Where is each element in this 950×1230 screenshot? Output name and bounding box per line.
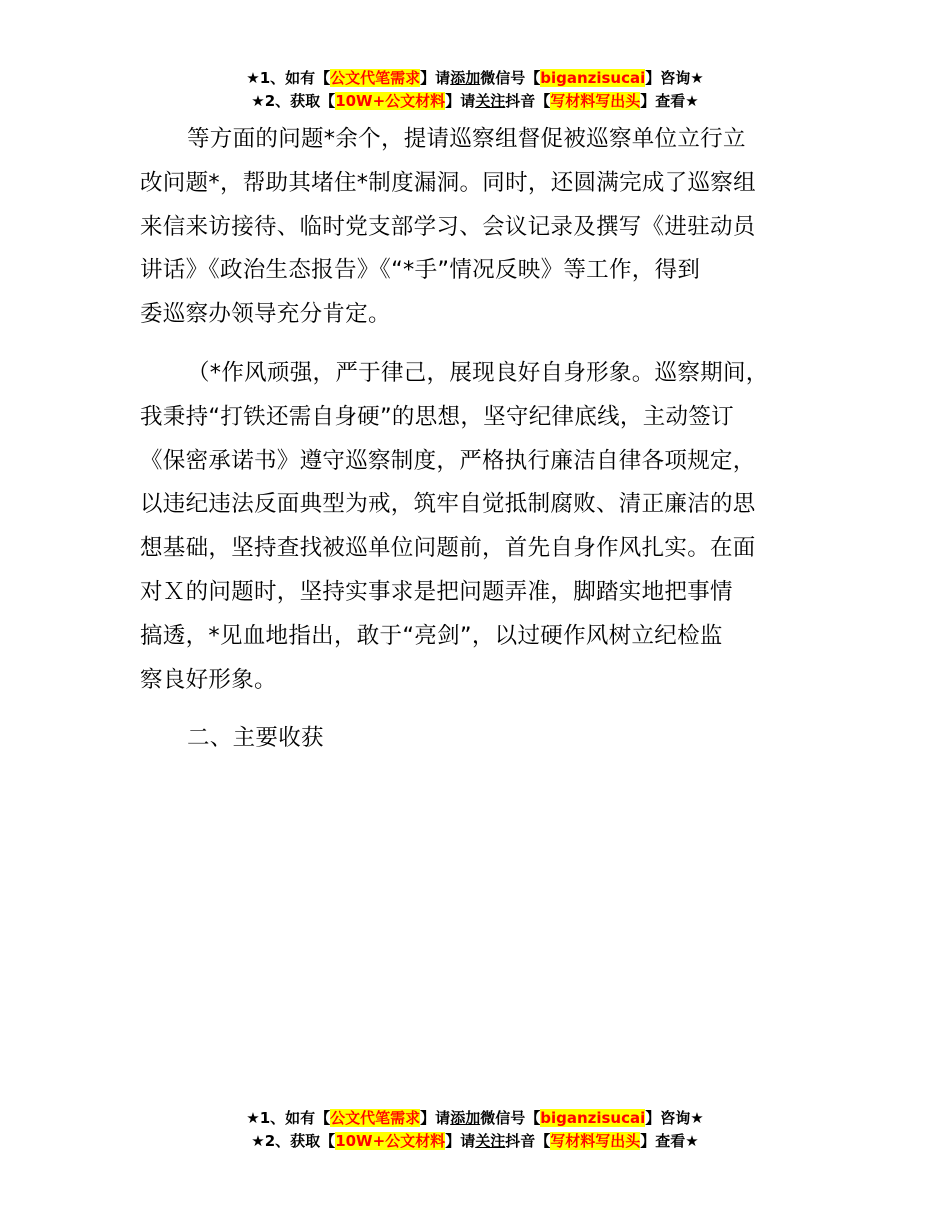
banner-text: ★2、获取【 xyxy=(251,1132,336,1150)
text-line: 等方面的问题*余个，提请巡察组督促被巡察单位立行立 xyxy=(187,126,746,152)
text-line: （*作风顽强，严于律己，展现良好自身形象。巡察期间， xyxy=(187,359,769,386)
highlight-text: 写材料写出头 xyxy=(550,1132,641,1150)
text-line: 讲话》《政治生态报告》《“*手”情况反映》等工作，得到 xyxy=(140,257,701,284)
highlight-text: biganzisucai xyxy=(540,69,646,87)
banner-line-2 xyxy=(0,1130,950,1153)
text-line: 委巡察办领导充分肯定。 xyxy=(140,301,391,328)
banner-text: ★2、获取【 xyxy=(251,92,336,110)
highlight-text: 写材料写出头 xyxy=(550,92,641,110)
highlight-text: 10W+公文材料 xyxy=(335,92,446,110)
banner-text: 微信号【 xyxy=(480,1109,541,1127)
underlined-text: 关注 xyxy=(475,1132,506,1150)
banner-text: 】咨询★ xyxy=(645,69,704,87)
text-line: 搞透，*见血地指出，敢于“亮剑”，以过硬作风树立纪检监 xyxy=(140,622,723,649)
text-line: 改问题*，帮助其堵住*制度漏洞。同时，还圆满完成了巡察组 xyxy=(140,169,756,196)
document-body xyxy=(140,118,830,761)
banner-text: 】请 xyxy=(420,1109,451,1127)
text-line: 对Ｘ的问题时，坚持实事求是把问题弄准，脚踏实地把事情 xyxy=(140,578,733,605)
banner-text: 】请 xyxy=(445,92,476,110)
highlight-text: 10W+公文材料 xyxy=(335,1132,446,1150)
banner-text: 】咨询★ xyxy=(645,1109,704,1127)
underlined-text: 添加 xyxy=(450,1109,481,1127)
highlight-text: biganzisucai xyxy=(540,1109,646,1127)
highlight-text: 公文代笔需求 xyxy=(330,1109,421,1127)
text-line: 察良好形象。 xyxy=(140,666,277,693)
banner-text: 抖音【 xyxy=(505,92,551,110)
underlined-text: 添加 xyxy=(450,69,481,87)
header-banner xyxy=(0,67,950,113)
banner-text: 】请 xyxy=(420,69,451,87)
paragraph xyxy=(140,118,830,337)
footer-banner xyxy=(0,1107,950,1153)
banner-line-2 xyxy=(0,90,950,113)
text-line: 想基础，坚持查找被巡单位问题前，首先自身作风扎实。在面 xyxy=(140,535,756,562)
text-line: 《保密承诺书》遵守巡察制度，严格执行廉洁自律各项规定， xyxy=(140,447,756,474)
banner-text: 】查看★ xyxy=(640,1132,699,1150)
banner-text: ★1、如有【 xyxy=(246,1109,331,1127)
banner-text: 微信号【 xyxy=(480,69,541,87)
section-heading: 二、主要收获 xyxy=(187,725,324,752)
text-line: 来信来访接待、临时党支部学习、会议记录及撰写《进驻动员 xyxy=(140,213,756,240)
underlined-text: 关注 xyxy=(475,92,506,110)
banner-text: 抖音【 xyxy=(505,1132,551,1150)
banner-text: 】查看★ xyxy=(640,92,699,110)
banner-text: 】请 xyxy=(445,1132,476,1150)
text-line: 以违纪违法反面典型为戒，筑牢自觉抵制腐败、清正廉洁的思 xyxy=(140,491,756,518)
paragraph xyxy=(140,352,830,702)
banner-line-1 xyxy=(0,67,950,90)
banner-line-1 xyxy=(0,1107,950,1130)
text-line: 我秉持“打铁还需自身硬”的思想，坚守纪律底线，主动签订 xyxy=(140,403,734,430)
highlight-text: 公文代笔需求 xyxy=(330,69,421,87)
banner-text: ★1、如有【 xyxy=(246,69,331,87)
